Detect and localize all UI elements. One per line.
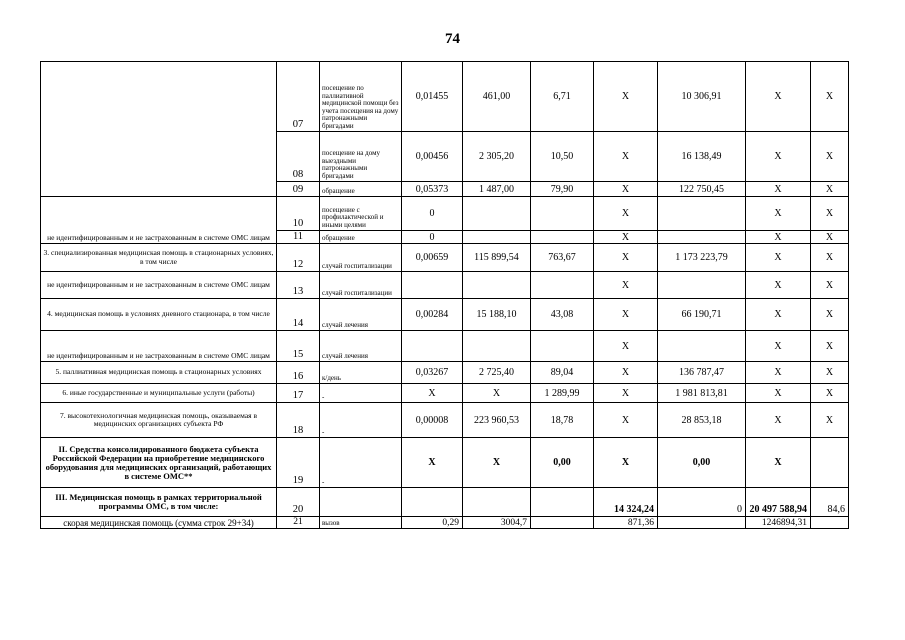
table-row xyxy=(41,517,849,529)
cell-v3: 0,00 xyxy=(531,438,594,488)
row-code: 10 xyxy=(277,197,320,231)
cell-v6: 20 497 588,94 xyxy=(746,488,811,517)
cell-v1: 0 xyxy=(402,197,463,231)
cell-v7: X xyxy=(811,362,849,384)
cell-v2: 1 487,00 xyxy=(463,182,531,197)
table-row xyxy=(41,299,849,331)
cell-v3: 1 289,99 xyxy=(531,384,594,403)
cell-v6: X xyxy=(746,197,811,231)
row-unit: посещение на дому выездными патронажными бригадами xyxy=(320,132,402,182)
cell-v6: X xyxy=(746,331,811,362)
cell-v6: X xyxy=(746,299,811,331)
row-name: III. Медицинская помощь в рамках территориальной программы ОМС, в том числе: xyxy=(41,488,277,517)
cell-v3 xyxy=(531,488,594,517)
row-code: 19 xyxy=(277,438,320,488)
cell-v1: 0,00284 xyxy=(402,299,463,331)
cell-v7: X xyxy=(811,384,849,403)
table-row xyxy=(41,331,849,362)
cell-v7: X xyxy=(811,331,849,362)
table-row xyxy=(41,244,849,272)
table-row xyxy=(41,62,849,132)
cell-v6: X xyxy=(746,384,811,403)
cell-v2: 2 305,20 xyxy=(463,132,531,182)
cell-v4: X xyxy=(594,331,658,362)
cell-v2 xyxy=(463,231,531,244)
cell-v3: 43,08 xyxy=(531,299,594,331)
cell-v4: X xyxy=(594,182,658,197)
cell-v3 xyxy=(531,517,594,529)
cell-v6: 1246894,31 xyxy=(746,517,811,529)
row-code: 12 xyxy=(277,244,320,272)
table-row xyxy=(41,438,849,488)
table-row xyxy=(41,362,849,384)
cell-v7: X xyxy=(811,62,849,132)
cell-v1: 0,01455 xyxy=(402,62,463,132)
cell-v5: 1 981 813,81 xyxy=(658,384,746,403)
cell-v1: 0 xyxy=(402,231,463,244)
cell-v1: 0,00659 xyxy=(402,244,463,272)
row-code: 14 xyxy=(277,299,320,331)
row-name: II. Средства консолидированного бюджета субъекта Российской Федерации на приобретение медицинского оборудования для медицинских организаций, работающих в системе ОМС** xyxy=(41,438,277,488)
cell-v1 xyxy=(402,331,463,362)
cell-v6: X xyxy=(746,438,811,488)
cell-v3: 18,78 xyxy=(531,403,594,438)
cell-v6: X xyxy=(746,132,811,182)
cell-v7: X xyxy=(811,299,849,331)
row-name: 3. специализированная медицинская помощь в стационарных условиях, в том числе xyxy=(41,244,277,272)
row-code: 20 xyxy=(277,488,320,517)
cell-v4: X xyxy=(594,62,658,132)
cell-v5: 122 750,45 xyxy=(658,182,746,197)
funding-table xyxy=(40,61,849,529)
cell-v2: X xyxy=(463,384,531,403)
row-unit: - xyxy=(320,384,402,403)
row-unit: случай лечения xyxy=(320,331,402,362)
cell-v1: 0,00456 xyxy=(402,132,463,182)
row-name: не идентифицированным и не застрахованным в системе ОМС лицам xyxy=(41,331,277,362)
row-unit xyxy=(320,488,402,517)
row-name: 4. медицинская помощь в условиях дневного стационара, в том числе xyxy=(41,299,277,331)
cell-v6: X xyxy=(746,403,811,438)
row-unit: обращение xyxy=(320,182,402,197)
cell-v2 xyxy=(463,488,531,517)
cell-v5: 0,00 xyxy=(658,438,746,488)
cell-v7: X xyxy=(811,272,849,299)
cell-v5 xyxy=(658,517,746,529)
cell-v3 xyxy=(531,231,594,244)
table-row xyxy=(41,488,849,517)
cell-v6: X xyxy=(746,182,811,197)
cell-v3 xyxy=(531,272,594,299)
cell-v6: X xyxy=(746,272,811,299)
cell-v2 xyxy=(463,197,531,231)
cell-v7: X xyxy=(811,244,849,272)
cell-v4: 14 324,24 xyxy=(594,488,658,517)
cell-v5: 1 173 223,79 xyxy=(658,244,746,272)
cell-v5: 10 306,91 xyxy=(658,62,746,132)
row-unit: - xyxy=(320,403,402,438)
cell-v2 xyxy=(463,272,531,299)
cell-v2 xyxy=(463,331,531,362)
cell-v4: X xyxy=(594,197,658,231)
row-unit: случай госпитализации xyxy=(320,272,402,299)
cell-v2: 3004,7 xyxy=(463,517,531,529)
row-name: не идентифицированным и не застрахованным в системе ОМС лицам xyxy=(41,272,277,299)
cell-v3: 10,50 xyxy=(531,132,594,182)
row-name: не идентифицированным и не застрахованным в системе ОМС лицам xyxy=(41,197,277,244)
cell-v6: X xyxy=(746,244,811,272)
row-code: 21 xyxy=(277,517,320,529)
cell-v2: 115 899,54 xyxy=(463,244,531,272)
cell-v7: 84,6 xyxy=(811,488,849,517)
cell-v2: X xyxy=(463,438,531,488)
row-unit: - xyxy=(320,438,402,488)
cell-v1: 0,29 xyxy=(402,517,463,529)
cell-v4: X xyxy=(594,272,658,299)
cell-v4: X xyxy=(594,403,658,438)
row-code: 08 xyxy=(277,132,320,182)
cell-v6: X xyxy=(746,62,811,132)
row-code: 07 xyxy=(277,62,320,132)
cell-v3: 6,71 xyxy=(531,62,594,132)
cell-v7: X xyxy=(811,197,849,231)
cell-v5: 66 190,71 xyxy=(658,299,746,331)
cell-v5: 28 853,18 xyxy=(658,403,746,438)
cell-v4: X xyxy=(594,384,658,403)
cell-v1: 0,05373 xyxy=(402,182,463,197)
cell-v7 xyxy=(811,438,849,488)
table-row xyxy=(41,403,849,438)
cell-v2: 15 188,10 xyxy=(463,299,531,331)
cell-v5: 0 xyxy=(658,488,746,517)
row-unit: случай госпитализации xyxy=(320,244,402,272)
cell-v4: 871,36 xyxy=(594,517,658,529)
cell-v4: X xyxy=(594,244,658,272)
row-unit: обращение xyxy=(320,231,402,244)
cell-v1 xyxy=(402,488,463,517)
cell-v2: 461,00 xyxy=(463,62,531,132)
row-unit: вызов xyxy=(320,517,402,529)
cell-v4: X xyxy=(594,132,658,182)
cell-v1 xyxy=(402,272,463,299)
cell-v5 xyxy=(658,197,746,231)
row-code: 11 xyxy=(277,231,320,244)
cell-v1: X xyxy=(402,438,463,488)
row-code: 09 xyxy=(277,182,320,197)
cell-v6: X xyxy=(746,362,811,384)
cell-v1: 0,03267 xyxy=(402,362,463,384)
cell-v2: 223 960,53 xyxy=(463,403,531,438)
cell-v3: 79,90 xyxy=(531,182,594,197)
cell-v1: 0,00008 xyxy=(402,403,463,438)
row-name xyxy=(41,62,277,197)
cell-v5: 136 787,47 xyxy=(658,362,746,384)
row-unit: к/день xyxy=(320,362,402,384)
table-row xyxy=(41,197,849,231)
row-name: 6. иные государственные и муниципальные услуги (работы) xyxy=(41,384,277,403)
cell-v4: X xyxy=(594,438,658,488)
cell-v5 xyxy=(658,231,746,244)
table-row xyxy=(41,272,849,299)
table-row xyxy=(41,384,849,403)
cell-v7: X xyxy=(811,132,849,182)
cell-v4: X xyxy=(594,362,658,384)
cell-v5 xyxy=(658,272,746,299)
row-unit: посещение с профилактической и иными целями xyxy=(320,197,402,231)
cell-v7 xyxy=(811,517,849,529)
row-unit: случай лечения xyxy=(320,299,402,331)
row-code: 15 xyxy=(277,331,320,362)
cell-v3: 763,67 xyxy=(531,244,594,272)
cell-v3: 89,04 xyxy=(531,362,594,384)
row-code: 17 xyxy=(277,384,320,403)
row-code: 13 xyxy=(277,272,320,299)
cell-v5 xyxy=(658,331,746,362)
cell-v7: X xyxy=(811,231,849,244)
cell-v3 xyxy=(531,331,594,362)
cell-v3 xyxy=(531,197,594,231)
cell-v1: X xyxy=(402,384,463,403)
cell-v6: X xyxy=(746,231,811,244)
row-code: 16 xyxy=(277,362,320,384)
row-unit: посещение по паллиативной медицинской помощи без учета посещения на дому патронажными бригадами xyxy=(320,62,402,132)
cell-v4: X xyxy=(594,231,658,244)
cell-v4: X xyxy=(594,299,658,331)
row-name: 5. паллиативная медицинская помощь в стационарных условиях xyxy=(41,362,277,384)
row-name: скорая медицинская помощь (сумма строк 29+34) xyxy=(41,517,277,529)
cell-v5: 16 138,49 xyxy=(658,132,746,182)
page-number: 74 xyxy=(445,31,460,47)
cell-v2: 2 725,40 xyxy=(463,362,531,384)
cell-v7: X xyxy=(811,403,849,438)
cell-v7: X xyxy=(811,182,849,197)
row-name: 7. высокотехнологичная медицинская помощь, оказываемая в медицинских организациях субъекта РФ xyxy=(41,403,277,438)
row-code: 18 xyxy=(277,403,320,438)
